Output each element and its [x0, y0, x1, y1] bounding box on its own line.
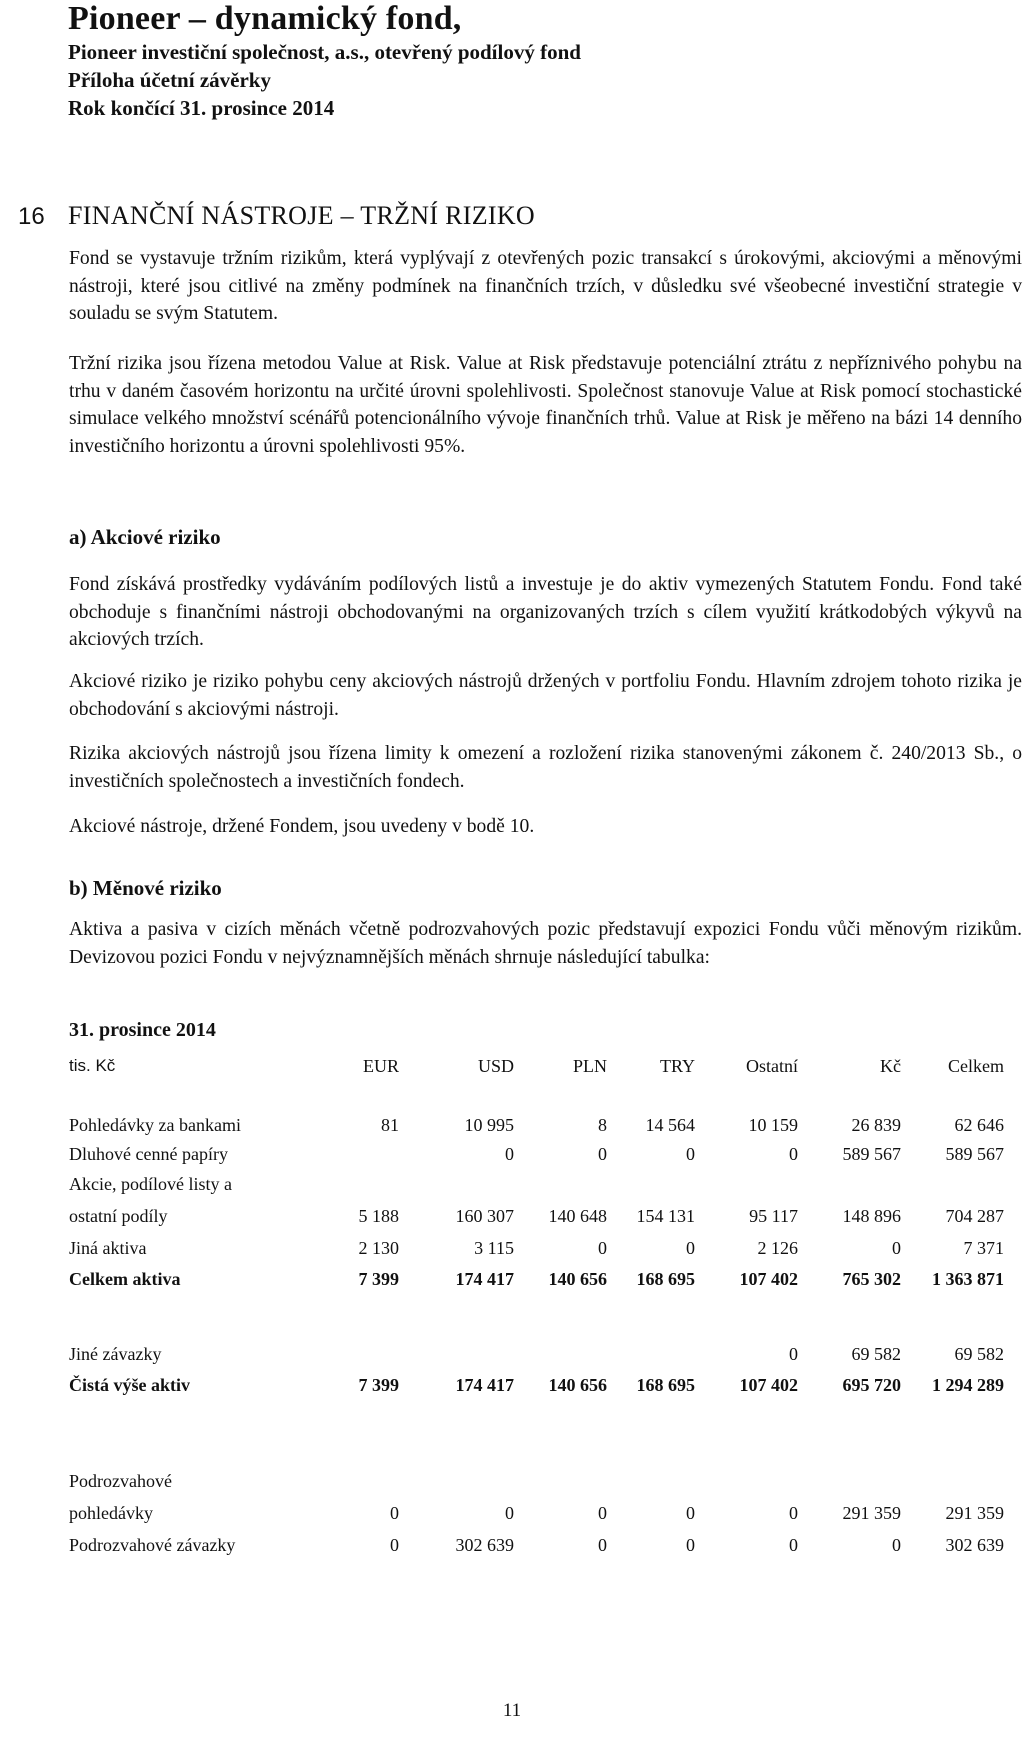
cell: 168 695 — [636, 1374, 695, 1395]
cell: 291 359 — [945, 1502, 1004, 1523]
equity-p1-block — [69, 571, 1022, 654]
cell: 10 159 — [748, 1114, 798, 1135]
header-czk: Kč — [880, 1055, 901, 1076]
cell — [319, 1140, 399, 1169]
table-row — [69, 1529, 1004, 1561]
cell: 26 839 — [851, 1114, 901, 1135]
row-label: Podrozvahové závazky — [69, 1534, 236, 1555]
cell: 168 695 — [636, 1268, 695, 1289]
cell: 0 — [789, 1144, 798, 1164]
cell: 589 567 — [842, 1144, 901, 1164]
table-row — [69, 1110, 1004, 1140]
section-title: FINANČNÍ NÁSTROJE – TRŽNÍ RIZIKO — [68, 201, 535, 230]
cell: 0 — [686, 1144, 695, 1164]
cell: 0 — [390, 1534, 399, 1555]
table-date: 31. prosince 2014 — [69, 1019, 216, 1041]
cell — [695, 1465, 798, 1497]
cell: 107 402 — [739, 1268, 798, 1289]
header-total: Celkem — [948, 1055, 1004, 1076]
table-row — [69, 1233, 1004, 1263]
cell — [607, 1465, 695, 1497]
fund-title: Pioneer – dynamický fond, — [68, 0, 462, 37]
table-row-net-assets — [69, 1369, 1004, 1401]
cell: 0 — [686, 1237, 695, 1258]
cell: 2 126 — [757, 1237, 798, 1258]
table-row — [69, 1465, 1004, 1497]
row-label: Jiné závazky — [69, 1343, 162, 1364]
cell: 0 — [505, 1502, 514, 1523]
cell: 765 302 — [842, 1268, 901, 1289]
cell: 154 131 — [636, 1205, 695, 1226]
cell: 0 — [598, 1502, 607, 1523]
cell: 14 564 — [645, 1114, 695, 1135]
cell: 0 — [686, 1502, 695, 1523]
cell — [901, 1465, 1004, 1497]
cell: 7 399 — [358, 1374, 399, 1395]
table-row — [69, 1339, 1004, 1369]
cell: 0 — [686, 1534, 695, 1555]
cell: 10 995 — [464, 1114, 514, 1135]
intro-paragraph: Fond se vystavuje tržním rizikům, která vyplývají z otevřených pozic transakcí s úrokovými, akciovými a měnovými nástroji, které jsou citlivé na změny podmínek na finančních trzích, v důsledku své všeobecné investiční strategie v souladu se svým Statutem. — [69, 248, 1022, 324]
cell: 0 — [598, 1534, 607, 1555]
cell — [399, 1169, 514, 1199]
cell: 0 — [598, 1237, 607, 1258]
row-label: pohledávky — [69, 1502, 153, 1523]
page-number: 11 — [502, 1700, 522, 1721]
cell — [319, 1465, 399, 1497]
cell: 0 — [789, 1502, 798, 1523]
cell: 0 — [505, 1144, 514, 1164]
cell: 2 130 — [358, 1237, 399, 1258]
row-label: Jiná aktiva — [69, 1237, 147, 1258]
cell — [607, 1169, 695, 1199]
cell: 160 307 — [455, 1205, 514, 1226]
equity-p4-block — [69, 813, 1022, 841]
currency-paragraph-1: Aktiva a pasiva v cizích měnách včetně podrozvahových pozic představují expozici Fondu vůči měnovým rizikům. Devizovou pozici Fondu v nejvýznamnějších měnách shrnuje následující tabulka: — [69, 919, 1022, 968]
cell — [319, 1169, 399, 1199]
table-header-row — [69, 1036, 1004, 1096]
cell: 0 — [789, 1534, 798, 1555]
cell: 174 417 — [455, 1268, 514, 1289]
equity-p3-block — [69, 740, 1022, 795]
equity-paragraph-3: Rizika akciových nástrojů jsou řízena limity k omezení a rozložení rizika stanovenými zákonem č. 240/2013 Sb., o investičních společnostech a investičních fondech. — [69, 743, 1022, 792]
cell: 140 656 — [548, 1374, 607, 1395]
equity-paragraph-2: Akciové riziko je riziko pohybu ceny akciových nástrojů držených v portfoliu Fondu. Hlavním zdrojem tohoto rizika je obchodování s akciovými nástroji. — [69, 671, 1022, 720]
table-row — [69, 1169, 1004, 1199]
equity-paragraph-4: Akciové nástroje, držené Fondem, jsou uvedeny v bodě 10. — [69, 816, 535, 837]
row-label: Pohledávky za bankami — [69, 1114, 241, 1135]
header-try: TRY — [659, 1055, 695, 1076]
equity-risk-heading: a) Akciové riziko — [69, 525, 221, 549]
cell — [514, 1169, 607, 1199]
cell: 0 — [789, 1343, 798, 1364]
header-unit: tis. Kč — [69, 1056, 116, 1075]
cell: 174 417 — [455, 1374, 514, 1395]
cell: 69 582 — [851, 1343, 901, 1364]
cell: 695 720 — [842, 1374, 901, 1395]
row-label: Podrozvahové — [69, 1470, 172, 1491]
header-eur: EUR — [363, 1055, 399, 1076]
row-label: Celkem aktiva — [69, 1268, 181, 1289]
cell: 140 648 — [548, 1205, 607, 1226]
header-usd: USD — [477, 1055, 514, 1076]
cell — [901, 1169, 1004, 1199]
currency-risk-heading: b) Měnové riziko — [69, 876, 222, 900]
cell: 107 402 — [739, 1374, 798, 1395]
equity-heading-block — [69, 523, 1022, 551]
cell — [399, 1465, 514, 1497]
currency-position-table — [69, 1036, 1004, 1561]
var-paragraph: Tržní rizika jsou řízena metodou Value at Risk. Value at Risk představuje potenciální ztrátu z nepříznivého pohybu na trhu v daném časovém horizontu na určité úrovni spolehlivosti. Společnost stanovuje Value at Risk pomocí stochastické simulace velkého množství scénářů potencionálního vývoje finančních trhů. Value at Risk je měřeno na bázi 14 denního investičního horizontu a úrovni spolehlivosti 95%. — [69, 353, 1022, 457]
year-line: Rok končící 31. prosince 2014 — [68, 96, 335, 120]
cell: 7 399 — [358, 1268, 399, 1289]
row-label: Čistá výše aktiv — [69, 1374, 190, 1395]
table-row — [69, 1497, 1004, 1529]
cell: 140 656 — [548, 1268, 607, 1289]
cell: 8 — [598, 1114, 607, 1135]
equity-paragraph-1: Fond získává prostředky vydáváním podílových listů a investuje je do aktiv vymezených Statutem Fondu. Fond také obchoduje s finančními nástroji obchodovanými na organizovaných trzích s cílem využití krátkodobých výkyvů na akciových trzích. — [69, 574, 1022, 650]
cell: 0 — [598, 1144, 607, 1164]
row-label: ostatní podíly — [69, 1205, 168, 1226]
cell: 0 — [892, 1237, 901, 1258]
cell: 302 639 — [945, 1534, 1004, 1555]
cell — [607, 1339, 695, 1369]
cell: 589 567 — [945, 1144, 1004, 1164]
var-block — [69, 350, 1022, 460]
table-row — [69, 1140, 1004, 1169]
cell — [798, 1169, 901, 1199]
cell: 302 639 — [455, 1534, 514, 1555]
header-other: Ostatní — [746, 1055, 798, 1076]
cell: 81 — [381, 1114, 399, 1135]
cell: 1 294 289 — [932, 1374, 1004, 1395]
row-label: Akcie, podílové listy a — [69, 1173, 232, 1194]
cell: 5 188 — [358, 1205, 399, 1226]
section-heading — [18, 200, 535, 233]
intro-block — [69, 245, 1022, 328]
cell: 3 115 — [474, 1237, 514, 1258]
cell — [514, 1465, 607, 1497]
header-pln: PLN — [572, 1055, 607, 1076]
row-label: Dluhové cenné papíry — [69, 1144, 228, 1164]
company-line: Pioneer investiční společnost, a.s., otevřený podílový fond — [68, 40, 581, 64]
equity-p2-block — [69, 668, 1022, 723]
attachment-line: Příloha účetní závěrky — [68, 68, 271, 92]
table-row-total-assets — [69, 1263, 1004, 1295]
cell: 62 646 — [954, 1114, 1004, 1135]
cell: 0 — [390, 1502, 399, 1523]
cell: 291 359 — [842, 1502, 901, 1523]
cell: 95 117 — [749, 1205, 798, 1226]
cell — [695, 1169, 798, 1199]
cell: 704 287 — [945, 1205, 1004, 1226]
document-header — [68, 0, 581, 122]
cell — [319, 1339, 399, 1369]
cell: 1 363 871 — [932, 1268, 1004, 1289]
cell: 148 896 — [842, 1205, 901, 1226]
table-row — [69, 1199, 1004, 1233]
cell — [399, 1339, 514, 1369]
cell: 0 — [892, 1534, 901, 1555]
cell — [514, 1339, 607, 1369]
currency-p1-block — [69, 916, 1022, 971]
cell: 7 371 — [963, 1237, 1004, 1258]
section-number: 16 — [18, 203, 45, 230]
cell — [798, 1465, 901, 1497]
cell: 69 582 — [954, 1343, 1004, 1364]
currency-heading-block — [69, 874, 1022, 902]
